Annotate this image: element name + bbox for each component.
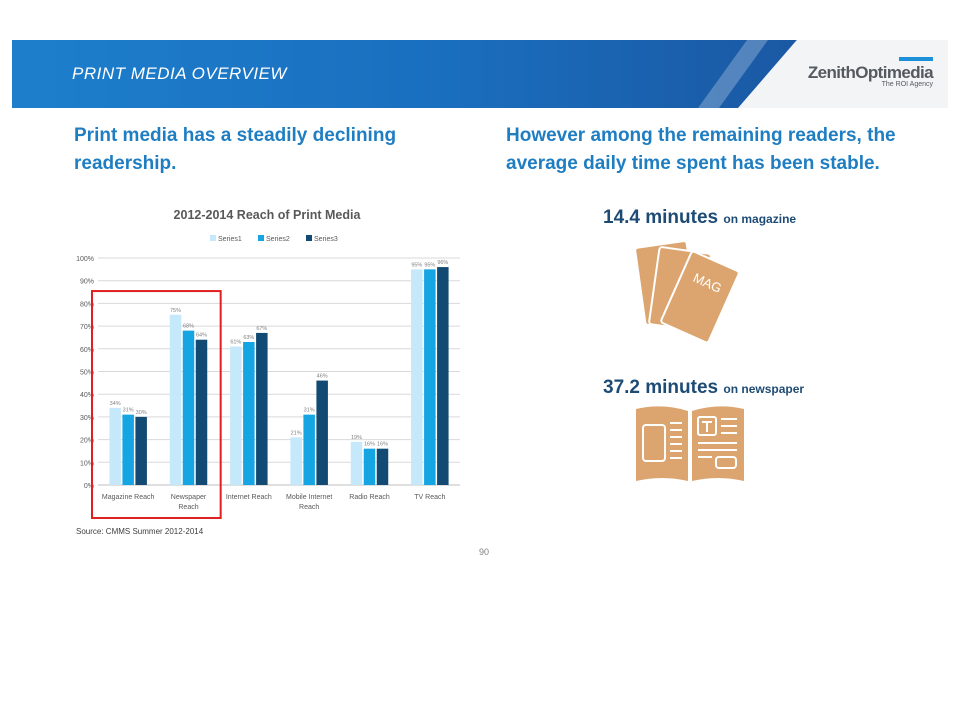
chart-legend [210, 235, 338, 243]
right-heading: However among the remaining readers, the average daily time spent has been stable. [506, 125, 896, 174]
legend-label: Series3 [314, 236, 338, 243]
data-label: 16% [363, 441, 376, 448]
data-label: 95% [424, 262, 436, 269]
x-tick-label: Magazine Reach [101, 494, 155, 501]
data-label: 19% [350, 434, 363, 441]
y-tick-label: 20% [79, 437, 94, 445]
newspaper-stat [603, 377, 804, 399]
chart-x-labels [102, 494, 446, 511]
data-label: 75% [169, 307, 182, 314]
x-tick-label: Mobile Internet [286, 494, 333, 501]
data-label: 31% [303, 407, 315, 414]
bar [303, 415, 315, 485]
x-tick-label: Newspaper [170, 494, 207, 501]
x-tick-label: Radio Reach [349, 494, 390, 501]
bar [196, 340, 208, 485]
y-tick-label: 50% [79, 369, 94, 377]
data-label: 63% [243, 334, 255, 341]
page-title: PRINT MEDIA OVERVIEW [72, 64, 287, 83]
magazine-stack-icon [636, 238, 746, 348]
magazine-stat-suffix: on magazine [723, 212, 797, 226]
bar [170, 315, 182, 485]
left-heading: Print media has a steadily declining readership. [74, 125, 397, 174]
bar [316, 381, 328, 485]
bar [351, 442, 363, 485]
bar [183, 331, 195, 485]
bar [364, 449, 376, 485]
logo-name: ZenithOptimedia [807, 63, 933, 82]
data-label: 21% [290, 430, 302, 437]
bar [437, 267, 449, 485]
legend-label: Series2 [266, 236, 290, 243]
y-tick-label: 0% [83, 483, 94, 490]
y-tick-label: 90% [79, 278, 94, 286]
legend-swatch [306, 235, 312, 241]
y-tick-label: 30% [79, 414, 94, 422]
bar [424, 269, 436, 485]
legend-swatch [258, 235, 264, 241]
data-label: 68% [182, 323, 195, 330]
data-label: 95% [411, 262, 423, 269]
y-tick-label: 10% [79, 460, 94, 468]
reach-bar-chart [60, 195, 470, 525]
legend-label: Series1 [218, 236, 242, 243]
logo-tagline: The ROI Agency [881, 81, 933, 88]
newspaper-stat-value: 37.2 minutes [603, 377, 719, 398]
chart-title: 2012-2014 Reach of Print Media [173, 208, 361, 222]
bar [230, 347, 242, 485]
bar [122, 415, 134, 485]
data-label: 34% [109, 400, 121, 407]
chart-bars [109, 267, 448, 485]
bar [290, 437, 302, 485]
legend-swatch [210, 235, 216, 241]
magazine-stat [603, 207, 796, 229]
magazine-icon-text: MAG [690, 270, 725, 296]
data-label: 46% [316, 373, 328, 380]
header-banner [12, 40, 948, 108]
bar [411, 269, 423, 485]
x-tick-label: Reach [299, 504, 320, 511]
data-label: 16% [376, 441, 389, 448]
data-label: 64% [195, 332, 208, 339]
data-label: 31% [122, 407, 134, 414]
bar [109, 408, 121, 485]
page-number: 90 [479, 547, 490, 557]
bar [135, 417, 147, 485]
company-logo [808, 63, 933, 88]
data-label: 67% [256, 325, 268, 332]
magazine-stat-value: 14.4 minutes [603, 207, 719, 228]
chart-source: Source: CMMS Summer 2012-2014 [76, 527, 204, 536]
y-tick-label: 80% [79, 301, 94, 309]
y-tick-label: 100% [76, 256, 94, 263]
data-label: 61% [230, 339, 242, 346]
x-tick-label: Internet Reach [225, 494, 272, 501]
y-tick-label: 40% [79, 392, 94, 400]
chart-data-labels [110, 260, 449, 448]
x-tick-label: Reach [178, 504, 199, 511]
y-tick-label: 60% [79, 346, 94, 354]
data-label: 96% [437, 260, 449, 267]
newspaper-stat-suffix: on newspaper [723, 382, 805, 396]
logo-accent-bar [899, 57, 933, 61]
bar [377, 449, 389, 485]
x-tick-label: TV Reach [414, 494, 446, 501]
bar [256, 333, 268, 485]
y-tick-label: 70% [79, 324, 94, 332]
newspaper-icon [634, 405, 746, 485]
bar [243, 342, 255, 485]
data-label: 30% [135, 409, 147, 416]
